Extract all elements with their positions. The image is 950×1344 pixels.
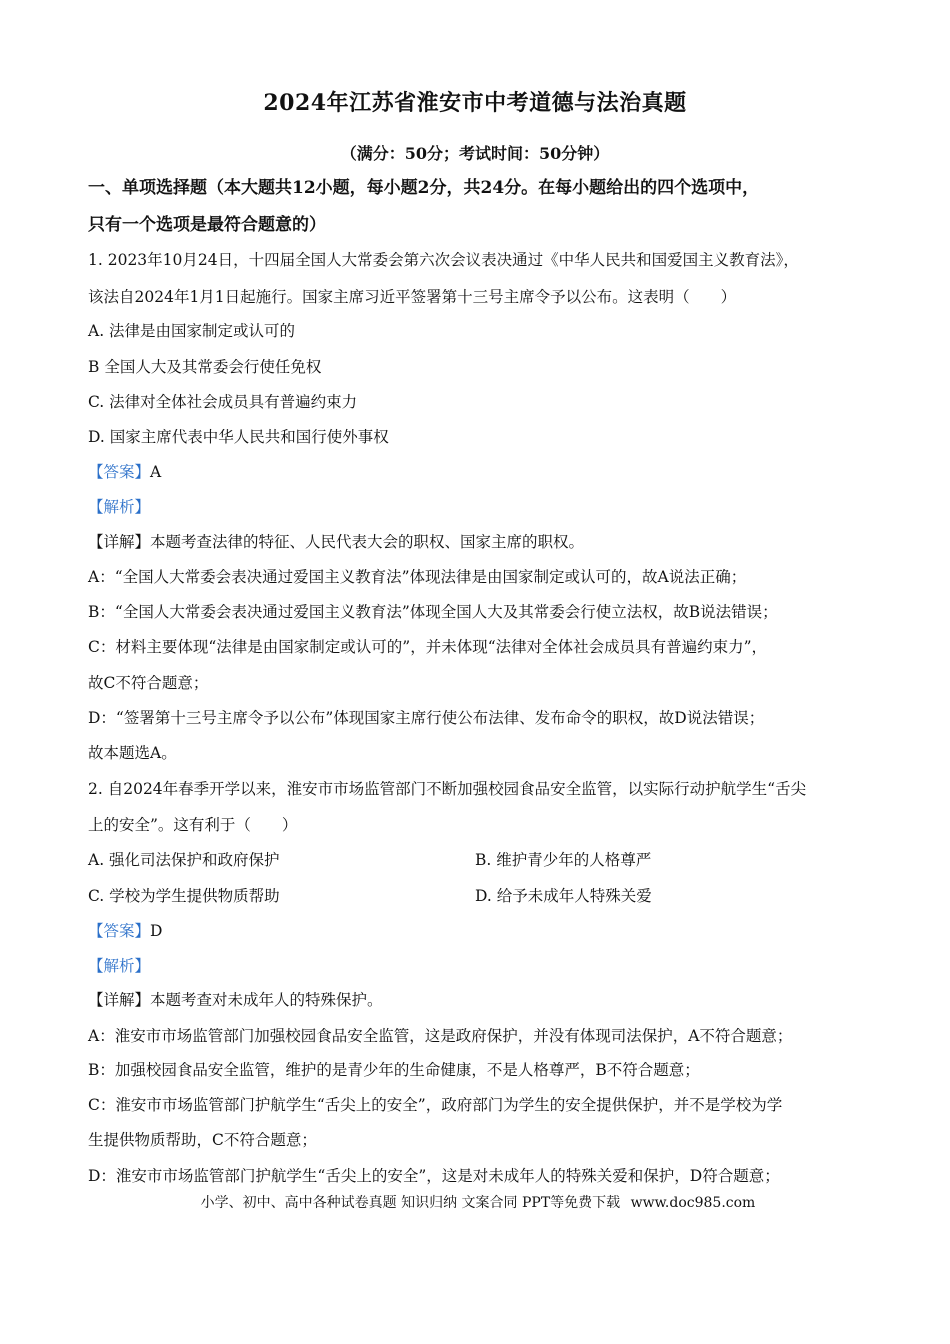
answer-label: 【答案】 <box>88 463 151 481</box>
q2-option-b: B. 维护青少年的人格尊严 <box>475 851 652 869</box>
q1-explain-d: D：“签署第十三号主席令予以公布”体现国家主席行使公布法律、发布命令的职权，故D说法错误； <box>88 709 765 727</box>
q1-stem-line2: 该法自2024年1月1日起施行。国家主席习近平签署第十三号主席令予以公布。这表明（ ） <box>88 288 737 306</box>
q2-explain-a: A：淮安市市场监管部门加强校园食品安全监管，这是政府保护，并没有体现司法保护，A不符合题意； <box>88 1027 793 1045</box>
detail-text: 本题考查法律的特征、人民代表大会的职权、国家主席的职权。 <box>150 533 585 551</box>
detail-label: 【详解】 <box>88 991 151 1009</box>
q1-explain-a: A：“全国人大常委会表决通过爱国主义教育法”体现法律是由国家制定或认可的，故A说法正确； <box>88 568 747 586</box>
answer-value: D <box>150 922 163 940</box>
footer-text: 小学、初中、高中各种试卷真题 知识归纳 文案合同 PPT等免费下载 <box>200 1195 621 1211</box>
q2-option-a: A. 强化司法保护和政府保护 <box>88 851 280 869</box>
q1-explain-c-line1: C：材料主要体现“法律是由国家制定或认可的”，并未体现“法律对全体社会成员具有普遍约束力”， <box>88 638 768 656</box>
detail-label: 【详解】 <box>88 533 151 551</box>
q2-explain-b: B：加强校园食品安全监管，维护的是青少年的生命健康，不是人格尊严，B不符合题意； <box>88 1061 700 1079</box>
q2-explain-d: D：淮安市市场监管部门护航学生“舌尖上的安全”，这是对未成年人的特殊关爱和保护，D符合题意； <box>88 1167 780 1185</box>
q1-analysis-label: 【解析】 <box>88 498 151 516</box>
q2-explain-c-line2: 生提供物质帮助，C不符合题意； <box>88 1131 317 1149</box>
q1-option-d: D. 国家主席代表中华人民共和国行使外事权 <box>88 428 389 446</box>
q1-option-a: A. 法律是由国家制定或认可的 <box>88 322 296 340</box>
q1-option-b: B 全国人大及其常委会行使任免权 <box>88 358 322 376</box>
section-heading-line2: 只有一个选项是最符合题意的） <box>88 215 326 235</box>
q2-explain-c-line1: C：淮安市市场监管部门护航学生“舌尖上的安全”，政府部门为学生的安全提供保护，并不是学校为学 <box>88 1096 783 1114</box>
q2-stem-line1: 2. 自2024年春季开学以来，淮安市市场监管部门不断加强校园食品安全监管，以实际行动护航学生“舌尖 <box>88 780 807 798</box>
q1-conclusion: 故本题选A。 <box>88 744 177 762</box>
page-title: 2024年江苏省淮安市中考道德与法治真题 <box>263 90 687 116</box>
q2-option-d: D. 给予未成年人特殊关爱 <box>475 887 652 905</box>
footer-link[interactable]: www.doc985.com <box>630 1195 756 1211</box>
exam-info: （满分：50分；考试时间：50分钟） <box>340 144 610 163</box>
q1-option-c: C. 法律对全体社会成员具有普遍约束力 <box>88 393 358 411</box>
section-heading-line1: 一、单项选择题（本大题共12小题，每小题2分，共24分。在每小题给出的四个选项中， <box>88 178 760 198</box>
page-footer <box>0 1192 950 1212</box>
q2-analysis-label: 【解析】 <box>88 957 151 975</box>
answer-value: A <box>150 463 162 481</box>
q2-detail <box>88 990 383 1010</box>
q2-option-c: C. 学校为学生提供物质帮助 <box>88 887 280 905</box>
q2-answer <box>88 921 162 941</box>
q1-answer <box>88 462 161 482</box>
q1-explain-c-line2: 故C不符合题意； <box>88 674 209 692</box>
answer-label: 【答案】 <box>88 922 151 940</box>
q1-explain-b: B：“全国人大常委会表决通过爱国主义教育法”体现全国人大及其常委会行使立法权，故B说法错误； <box>88 603 778 621</box>
q1-detail <box>88 532 584 552</box>
q1-stem-line1: 1. 2023年10月24日，十四届全国人大常委会第六次会议表决通过《中华人民共和国爱国主义教育法》， <box>88 251 799 269</box>
detail-text: 本题考查对未成年人的特殊保护。 <box>150 991 383 1009</box>
q2-stem-line2: 上的安全”。这有利于（ ） <box>88 816 298 834</box>
